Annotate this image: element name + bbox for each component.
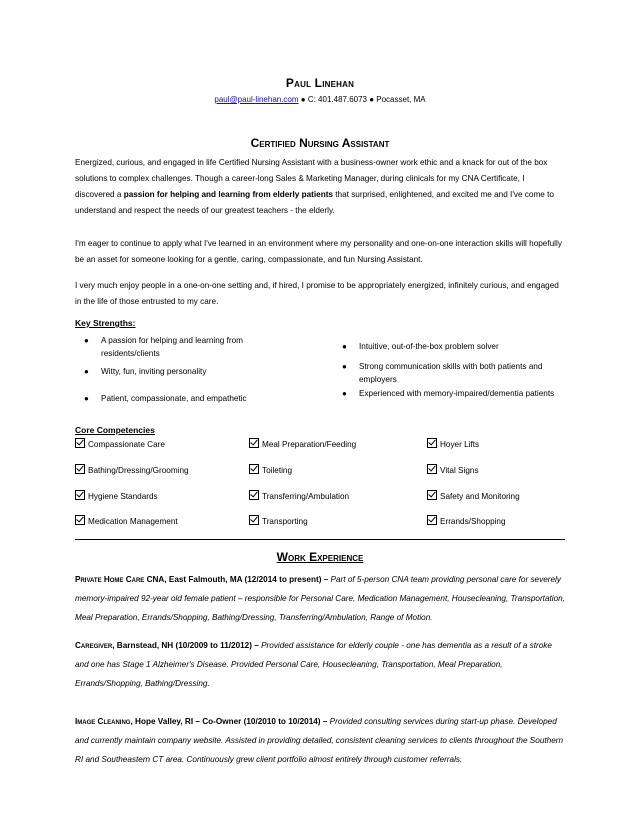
checkbox-icon — [427, 464, 437, 474]
competency-item: Errands/Shopping — [427, 515, 506, 526]
summary-paragraph-2: I'm eager to continue to apply what I've learned in an environment where my personality and one-on-one interaction skills will hopefully be an asset for someone looking for a gentle, caring, compassionate, and fun Nursing Assistant. — [75, 239, 562, 264]
summary-highlight: passion for helping and learning from elderly patients — [123, 190, 333, 199]
checkbox-icon — [75, 438, 85, 448]
email-link[interactable]: paul@paul-linehan.com — [214, 95, 299, 104]
contact-line — [75, 95, 565, 104]
competency-item: Vital Signs — [427, 464, 479, 475]
checkbox-icon — [75, 464, 85, 474]
checkbox-icon — [249, 515, 259, 525]
contact-details: ● C: 401.487.6073 ● Pocasset, MA — [298, 95, 426, 104]
job-entry — [75, 636, 565, 693]
competency-item: Meal Preparation/Feeding — [249, 438, 356, 449]
strength-item: ● Witty, fun, inviting personality — [84, 367, 207, 376]
job-header: Barnstead, NH (10/2009 to 11/2012) – — [114, 641, 262, 650]
strength-item: ● Intuitive, out-of-the-box problem solver — [342, 342, 499, 351]
summary-paragraph-1: Energized, curious, and engaged in life Certified Nursing Assistant with a business-owner work ethic and a knack for out of the box solutions to complex challenges. Though a career-long Sales & Marketing Manager, during clinicals for my CNA Certificate, I discovered a passion for helping and learning from elderly patients that surprised, enlightened, and excited me and I've come to understand and respect the needs of our greatest teachers - the elderly. — [75, 158, 554, 215]
job-header: CNA, East Falmouth, MA (12/2014 to present) – — [144, 575, 331, 584]
bullet-icon: ● — [342, 342, 347, 351]
job-company: Private Home Care — [75, 575, 145, 584]
competency-item: Hygiene Standards — [75, 490, 158, 501]
strength-item: ● A passion for helping and learning from residents/clients — [84, 336, 244, 358]
bullet-icon: ● — [84, 336, 89, 345]
bullet-icon: ● — [84, 367, 89, 376]
core-competencies-heading: Core Competencies — [75, 425, 155, 435]
bullet-icon: ● — [342, 362, 347, 371]
job-company: Caregiver, — [75, 641, 115, 650]
checkbox-icon — [427, 438, 437, 448]
job-description: Part of 5-person CNA team providing personal care for severely memory-impaired 92-year old female patient – responsible for Personal Care, Medication Management, Housecleaning, Transportation, Meal Preparation, Errands/Shopping, Bathing/Dressing, Transferring/Ambulation, Range of Motion. — [75, 575, 565, 622]
checkbox-icon — [75, 490, 85, 500]
job-description: Provided consulting services during start-up phase. Developed and currently maintain company website. Assisted in providing detailed, consistent cleaning services to clients throughout the Southern RI and Southeastern CT area. Continuously grew client portfolio almost entirely through customer referrals. — [75, 717, 564, 764]
competency-item: Transporting — [249, 515, 308, 526]
competency-item: Safety and Monitoring — [427, 490, 520, 501]
strength-item: ● Patient, compassionate, and empathetic — [84, 394, 247, 403]
bullet-icon: ● — [342, 389, 347, 398]
competency-item: Compassionate Care — [75, 438, 165, 449]
strength-item: ● Experienced with memory-impaired/dementia patients — [342, 389, 555, 398]
checkbox-icon — [249, 490, 259, 500]
job-description: Provided assistance for elderly couple - one has dementia as a result of a stroke and one has Stage 1 Alzheimer's Disease. Provided Personal Care, Housecleaning, Transportation, Meal Preparation, Errands/Shopping, Bathing/Dressing. — [75, 641, 552, 688]
competency-item: Toileting — [249, 464, 292, 475]
job-company: Image Cleaning, — [75, 717, 133, 726]
checkbox-icon — [249, 438, 259, 448]
competency-item: Medication Management — [75, 515, 178, 526]
checkbox-icon — [427, 515, 437, 525]
section-divider — [75, 539, 565, 540]
checkbox-icon — [249, 464, 259, 474]
job-entry — [75, 570, 565, 627]
checkbox-icon — [427, 490, 437, 500]
competency-item: Hoyer Lifts — [427, 438, 479, 449]
candidate-name: Paul Linehan — [285, 76, 355, 90]
job-entry — [75, 712, 565, 769]
resume-title: Certified Nursing Assistant — [250, 136, 390, 150]
strength-item: ● Strong communication skills with both patients and employers — [342, 362, 543, 384]
summary-paragraph-3: I very much enjoy people in a one-on-one setting and, if hired, I promise to be appropriately energized, infinitely curious, and engaged in the life of those entrusted to my care. — [75, 281, 559, 306]
checkbox-icon — [75, 515, 85, 525]
bullet-icon: ● — [84, 394, 89, 403]
work-experience-heading: Work Experience — [276, 550, 364, 564]
competency-item: Bathing/Dressing/Grooming — [75, 464, 189, 475]
key-strengths-heading: Key Strengths: — [75, 318, 136, 328]
competency-item: Transferring/Ambulation — [249, 490, 349, 501]
job-header: Hope Valley, RI – Co-Owner (10/2010 to 10/2014) – — [132, 717, 330, 726]
